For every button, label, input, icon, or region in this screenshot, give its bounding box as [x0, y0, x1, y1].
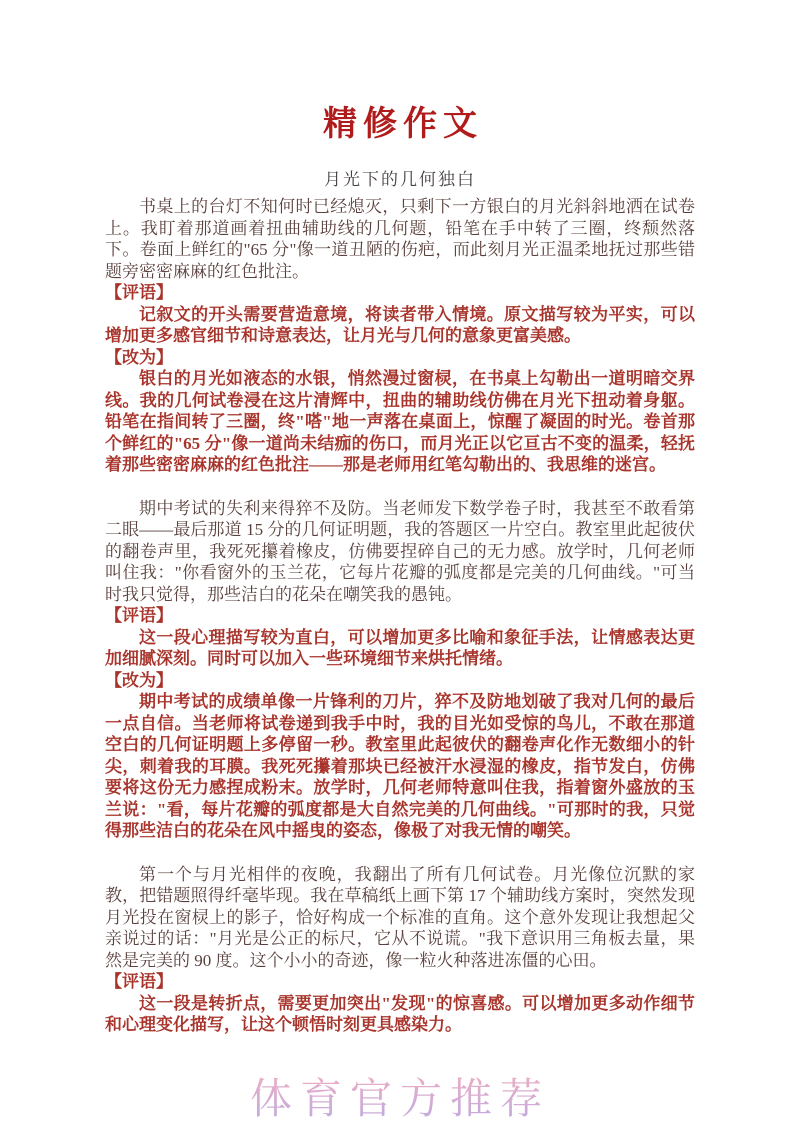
essay-body — [105, 196, 695, 1036]
section-label: 【改为】 — [105, 670, 173, 690]
essay-revised-paragraph: 银白的月光如液态的水银，悄然漫过窗棂，在书桌上勾勒出一道明暗交界线。我的几何试卷浸在这片清辉中，扭曲的辅助线仿佛在月光下扭动着身躯。铅笔在指间转了三圈，终"嗒"地一声落在桌面上，惊醒了凝固的时光。卷首那个鲜红的"65 分"像一道尚未结痂的伤口，而月光正以它亘古不变的温柔，轻抚着那些密密麻麻的红色批注——那是老师用红笔勾勒出的、我思维的迷宫。 — [105, 369, 695, 474]
essay-original-paragraph: 第一个与月光相伴的夜晚，我翻出了所有几何试卷。月光像位沉默的家教，把错题照得纤毫毕现。我在草稿纸上画下第 17 个辅助线方案时，突然发现月光投在窗棂上的影子，恰好构成一个标准的直角。这个意外发现让我想起父亲说过的话："月光是公正的标尺，它从不说谎。"我下意识用三角板去量，果然是完美的 90 度。这个小小的奇迹，像一粒火种落进冻僵的心田。 — [105, 864, 695, 970]
section-label: 【评语】 — [105, 283, 173, 302]
page-title: 精修作文 — [323, 106, 483, 143]
section-label: 【评语】 — [105, 972, 173, 991]
essay-original-paragraph: 书桌上的台灯不知何时已经熄灭，只剩下一方银白的月光斜斜地洒在试卷上。我盯着那道画着扭曲辅助线的几何题，铅笔在手中转了三圈，终颓然落下。卷面上鲜红的"65 分"像一道丑陋的伤疤，而此刻月光正温柔地抚过那些错题旁密密麻麻的红色批注。 — [105, 197, 695, 281]
essay-comment-paragraph: 这一段心理描写较为直白，可以增加更多比喻和象征手法，让情感表达更加细腻深刻。同时可以加入一些环境细节来烘托情绪。 — [105, 627, 695, 668]
essay-original-paragraph: 期中考试的失利来得猝不及防。当老师发下数学卷子时，我甚至不敢看第二眼——最后那道 15 分的几何证明题，我的答题区一片空白。教室里此起彼伏的翻卷声里，我死死攥着橡皮，仿佛要捏碎自己的无力感。放学时，几何老师叫住我："你看窗外的玉兰花，它每片花瓣的弧度都是完美的几何曲线。"可当时我只觉得，那些洁白的花朵在嘲笑我的愚钝。 — [105, 498, 695, 604]
watermark-text: 体育官方推荐 — [0, 1066, 800, 1126]
essay-title: 月光下的几何独白 — [324, 170, 476, 189]
essay-revised-paragraph: 期中考试的成绩单像一片锋利的刀片，猝不及防地划破了我对几何的最后一点自信。当老师将试卷递到我手中时，我的目光如受惊的鸟儿，不敢在那道空白的几何证明题上多停留一秒。教室里此起彼伏的翻卷声化作无数细小的针尖，刺着我的耳膜。我死死攥着那块已经被汗水浸湿的橡皮，指节发白，仿佛要将这份无力感捏成粉末。放学时，几何老师特意叫住我，指着窗外盛放的玉兰说："看，每片花瓣的弧度都是大自然完美的几何曲线。"可那时的我，只觉得那些洁白的花朵在风中摇曳的姿态，像极了对我无情的嘲笑。 — [105, 692, 695, 840]
essay-comment-paragraph: 记叙文的开头需要营造意境，将读者带入情境。原文描写较为平实，可以增加更多感官细节和诗意表达，让月光与几何的意象更富美感。 — [105, 304, 695, 345]
section-label: 【改为】 — [105, 347, 173, 367]
section-label: 【评语】 — [105, 606, 173, 625]
essay-comment-paragraph: 这一段是转折点，需要更加突出"发现"的惊喜感。可以增加更多动作细节和心理变化描写，让这个顿悟时刻更具感染力。 — [105, 993, 695, 1034]
